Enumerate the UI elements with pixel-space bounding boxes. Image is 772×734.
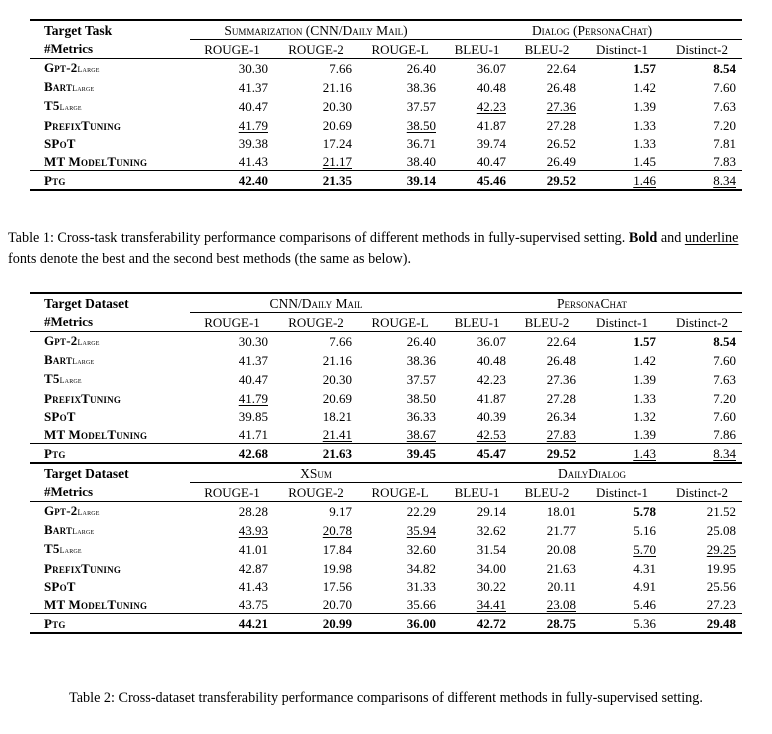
cell: 1.32 (633, 408, 656, 424)
cell: 21.52 (662, 502, 742, 522)
cell: 26.52 (546, 135, 576, 151)
cell: 17.56 (322, 578, 352, 594)
cell: 30.30 (190, 332, 274, 352)
cell: 26.48 (546, 80, 576, 95)
table-row (30, 332, 742, 352)
metric-header: BLEU-1 (454, 41, 500, 57)
table-row (30, 521, 742, 540)
cell: 27.83 (546, 426, 576, 442)
cell: 38.67 (406, 426, 436, 442)
cell: 42.53 (476, 426, 506, 442)
cell: 7.63 (713, 372, 736, 387)
cell: 7.20 (713, 390, 736, 406)
cell: 20.69 (322, 117, 352, 133)
method-name: MT ModelTuning (44, 596, 148, 612)
metric-header: Distinct-2 (676, 314, 728, 330)
cell: 29.52 (512, 444, 582, 464)
cell: 1.57 (582, 332, 662, 352)
cell: 40.39 (476, 408, 506, 424)
cell: 1.42 (633, 353, 656, 368)
method-name: Ptg (30, 444, 190, 464)
method-name: T5Large (44, 98, 82, 113)
cell: 38.50 (406, 117, 436, 133)
cell: 38.50 (406, 390, 436, 406)
cell: 8.54 (662, 332, 742, 352)
cell: 20.30 (322, 372, 352, 387)
cell: 42.72 (442, 614, 512, 634)
cell: 29.48 (662, 614, 742, 634)
cell: 18.21 (322, 408, 352, 424)
metric-header: ROUGE-1 (204, 484, 260, 500)
cell: 1.57 (582, 59, 662, 79)
cell: 21.77 (546, 523, 576, 538)
cell: 7.63 (713, 99, 736, 114)
metrics-label: #Metrics (44, 484, 94, 500)
metric-header: BLEU-1 (454, 314, 500, 330)
cell: 21.63 (274, 444, 358, 464)
cell: 27.36 (546, 99, 576, 114)
table-2 (30, 292, 742, 634)
cell: 27.28 (546, 390, 576, 406)
cell: 7.60 (713, 408, 736, 424)
cell: 36.07 (442, 59, 512, 79)
cell: 29.14 (442, 502, 512, 522)
method-name: PrefixTuning (44, 117, 122, 133)
cell: 38.36 (406, 80, 436, 95)
table-row (30, 444, 742, 464)
cell: 37.57 (406, 99, 436, 114)
cell: 21.35 (274, 171, 358, 191)
cell: 20.69 (322, 390, 352, 406)
table-row (30, 407, 742, 425)
metric-header: ROUGE-2 (288, 314, 344, 330)
cell: 42.23 (476, 372, 506, 387)
cell: 19.95 (706, 560, 736, 576)
table-row (30, 116, 742, 134)
table-row (30, 97, 742, 116)
cell: 1.46 (582, 171, 662, 191)
cell: 5.36 (582, 614, 662, 634)
metric-header: ROUGE-1 (204, 41, 260, 57)
cell: 30.30 (190, 59, 274, 79)
cell: 20.30 (322, 99, 352, 114)
cell: 9.17 (274, 502, 358, 522)
cell: 36.33 (406, 408, 436, 424)
table-1 (30, 19, 742, 191)
cell: 1.33 (633, 135, 656, 151)
table-row (30, 425, 742, 444)
cell: 20.78 (322, 523, 352, 538)
cell: 22.64 (512, 332, 582, 352)
cell: 17.24 (322, 135, 352, 151)
cell: 21.17 (322, 153, 352, 169)
method-name: BartLarge (44, 352, 95, 367)
cell: 41.87 (476, 390, 506, 406)
method-name: Gpt-2Large (30, 332, 190, 352)
cell: 7.20 (713, 117, 736, 133)
cell: 1.43 (582, 444, 662, 464)
method-name: T5Large (44, 371, 82, 386)
cell: 5.78 (582, 502, 662, 522)
cell: 40.48 (476, 80, 506, 95)
cell: 36.00 (358, 614, 442, 634)
method-name: SPoT (44, 408, 76, 424)
cell: 41.79 (238, 390, 268, 406)
metric-header: Distinct-2 (676, 41, 728, 57)
cell: 27.36 (546, 372, 576, 387)
method-name: MT ModelTuning (44, 153, 148, 169)
cell: 36.07 (442, 332, 512, 352)
cell: 1.39 (633, 372, 656, 387)
metric-header: ROUGE-L (371, 484, 429, 500)
cell: 1.45 (633, 153, 656, 169)
table-row (30, 540, 742, 559)
cell: 28.75 (512, 614, 582, 634)
method-name: Ptg (30, 614, 190, 634)
table-row (30, 559, 742, 577)
method-name: SPoT (44, 578, 76, 594)
dialog-group-header: Dialog (PersonaChat) (442, 20, 742, 40)
table-row (30, 59, 742, 79)
method-name: T5Large (44, 541, 82, 556)
table-1-metrics-row (30, 40, 742, 59)
cell: 39.74 (476, 135, 506, 151)
cell: 7.66 (274, 332, 358, 352)
cell: 1.33 (633, 117, 656, 133)
metric-header: BLEU-2 (524, 314, 570, 330)
table-row (30, 389, 742, 407)
cell: 39.38 (238, 135, 268, 151)
cell: 23.08 (546, 596, 576, 612)
method-name: SPoT (44, 135, 76, 151)
cell: 26.34 (546, 408, 576, 424)
cell: 38.40 (406, 153, 436, 169)
cell: 35.66 (406, 596, 436, 612)
metric-header: BLEU-2 (524, 41, 570, 57)
metric-header: Distinct-2 (676, 484, 728, 500)
cell: 8.54 (662, 59, 742, 79)
method-name: BartLarge (44, 522, 95, 537)
table-1-header-row (30, 20, 742, 40)
cnn-group-header: CNN/Daily Mail (190, 293, 442, 313)
table-2-metrics-row (30, 313, 742, 332)
cell: 25.56 (706, 578, 736, 594)
cell: 42.23 (476, 99, 506, 114)
cell: 41.79 (238, 117, 268, 133)
personachat-group-header: PersonaChat (442, 293, 742, 313)
metrics-label: #Metrics (44, 314, 94, 330)
cell: 40.47 (476, 153, 506, 169)
cell: 40.47 (238, 372, 268, 387)
metrics-label: #Metrics (44, 41, 94, 57)
cell: 37.57 (406, 372, 436, 387)
cell: 36.71 (406, 135, 436, 151)
cell: 41.87 (476, 117, 506, 133)
table-row (30, 577, 742, 595)
cell: 1.42 (633, 80, 656, 95)
metric-header: ROUGE-L (371, 314, 429, 330)
metric-header: ROUGE-2 (288, 484, 344, 500)
cell: 41.43 (238, 153, 268, 169)
cell: 42.68 (190, 444, 274, 464)
table-1-caption: Table 1: Cross-task transferability performance comparisons of different methods in fully-supervised setting. Bold and underline fonts denote the best and the second best methods (the same as below). (8, 230, 739, 267)
table-row (30, 370, 742, 389)
cell: 1.39 (633, 426, 656, 442)
metric-header: ROUGE-1 (204, 314, 260, 330)
cell: 20.11 (547, 578, 576, 594)
cell: 4.31 (633, 560, 656, 576)
table-row (30, 595, 742, 614)
table-row (30, 614, 742, 634)
cell: 41.37 (238, 80, 268, 95)
table-2b-metrics-row (30, 483, 742, 502)
cell: 5.46 (633, 596, 656, 612)
metric-header: ROUGE-2 (288, 41, 344, 57)
cell: 21.41 (322, 426, 352, 442)
metric-header: Distinct-1 (596, 314, 648, 330)
method-name: BartLarge (44, 79, 95, 94)
cell: 26.48 (546, 353, 576, 368)
cell: 44.21 (190, 614, 274, 634)
metric-header: BLEU-1 (454, 484, 500, 500)
cell: 31.54 (476, 542, 506, 557)
cell: 7.81 (713, 135, 736, 151)
cell: 45.46 (442, 171, 512, 191)
cell: 17.84 (322, 542, 352, 557)
method-name: PrefixTuning (44, 390, 122, 406)
metric-header: BLEU-2 (524, 484, 570, 500)
cell: 1.33 (633, 390, 656, 406)
summarization-group-header: Summarization (CNN/Daily Mail) (190, 20, 442, 40)
cell: 39.85 (238, 408, 268, 424)
cell: 32.62 (476, 523, 506, 538)
dailydialog-group-header: DailyDialog (442, 463, 742, 483)
cell: 43.93 (238, 523, 268, 538)
table-row (30, 134, 742, 152)
table-row (30, 152, 742, 171)
cell: 7.66 (274, 59, 358, 79)
cell: 29.52 (512, 171, 582, 191)
cell: 39.14 (358, 171, 442, 191)
cell: 30.22 (476, 578, 506, 594)
cell: 8.34 (662, 171, 742, 191)
cell: 19.98 (322, 560, 352, 576)
table-2b-header-row (30, 463, 742, 483)
cell: 7.86 (713, 426, 736, 442)
cell: 41.71 (238, 426, 268, 442)
cell: 26.40 (358, 59, 442, 79)
metric-header: Distinct-1 (596, 484, 648, 500)
target-dataset-label: Target Dataset (30, 463, 190, 483)
cell: 5.70 (633, 542, 656, 557)
cell: 4.91 (633, 578, 656, 594)
cell: 32.60 (406, 542, 436, 557)
cell: 21.16 (322, 353, 352, 368)
cell: 38.36 (406, 353, 436, 368)
cell: 20.70 (322, 596, 352, 612)
table-row (30, 502, 742, 522)
cell: 20.08 (546, 542, 576, 557)
cell: 29.25 (706, 542, 736, 557)
xsum-group-header: XSum (190, 463, 442, 483)
cell: 21.63 (546, 560, 576, 576)
cell: 42.87 (238, 560, 268, 576)
cell: 42.40 (190, 171, 274, 191)
cell: 8.34 (662, 444, 742, 464)
metric-header: ROUGE-L (371, 41, 429, 57)
cell: 25.08 (706, 523, 736, 538)
cell: 43.75 (238, 596, 268, 612)
cell: 41.01 (238, 542, 268, 557)
cell: 34.82 (406, 560, 436, 576)
method-name: PrefixTuning (44, 560, 122, 576)
target-task-label: Target Task (30, 20, 190, 40)
cell: 1.39 (633, 99, 656, 114)
target-dataset-label: Target Dataset (30, 293, 190, 313)
cell: 26.49 (546, 153, 576, 169)
cell: 7.60 (713, 353, 736, 368)
cell: 21.16 (322, 80, 352, 95)
cell: 40.48 (476, 353, 506, 368)
metric-header: Distinct-1 (596, 41, 648, 57)
cell: 35.94 (406, 523, 436, 538)
cell: 5.16 (633, 523, 656, 538)
cell: 7.83 (713, 153, 736, 169)
cell: 31.33 (406, 578, 436, 594)
cell: 41.43 (238, 578, 268, 594)
table-2-caption: Table 2: Cross-dataset transferability performance comparisons of different methods in fully-supervised setting. (69, 690, 703, 706)
method-name: MT ModelTuning (44, 426, 148, 442)
table-row (30, 351, 742, 370)
table-2-header-row (30, 293, 742, 313)
cell: 45.47 (442, 444, 512, 464)
cell: 20.99 (274, 614, 358, 634)
cell: 22.64 (512, 59, 582, 79)
method-name: Gpt-2Large (30, 59, 190, 79)
cell: 41.37 (238, 353, 268, 368)
method-name: Ptg (30, 171, 190, 191)
table-row (30, 78, 742, 97)
cell: 22.29 (358, 502, 442, 522)
cell: 27.23 (706, 596, 736, 612)
cell: 18.01 (512, 502, 582, 522)
cell: 26.40 (358, 332, 442, 352)
cell: 28.28 (190, 502, 274, 522)
cell: 7.60 (713, 80, 736, 95)
table-row (30, 171, 742, 191)
method-name: Gpt-2Large (30, 502, 190, 522)
cell: 34.00 (476, 560, 506, 576)
cell: 39.45 (358, 444, 442, 464)
cell: 40.47 (238, 99, 268, 114)
cell: 34.41 (476, 596, 506, 612)
cell: 27.28 (546, 117, 576, 133)
